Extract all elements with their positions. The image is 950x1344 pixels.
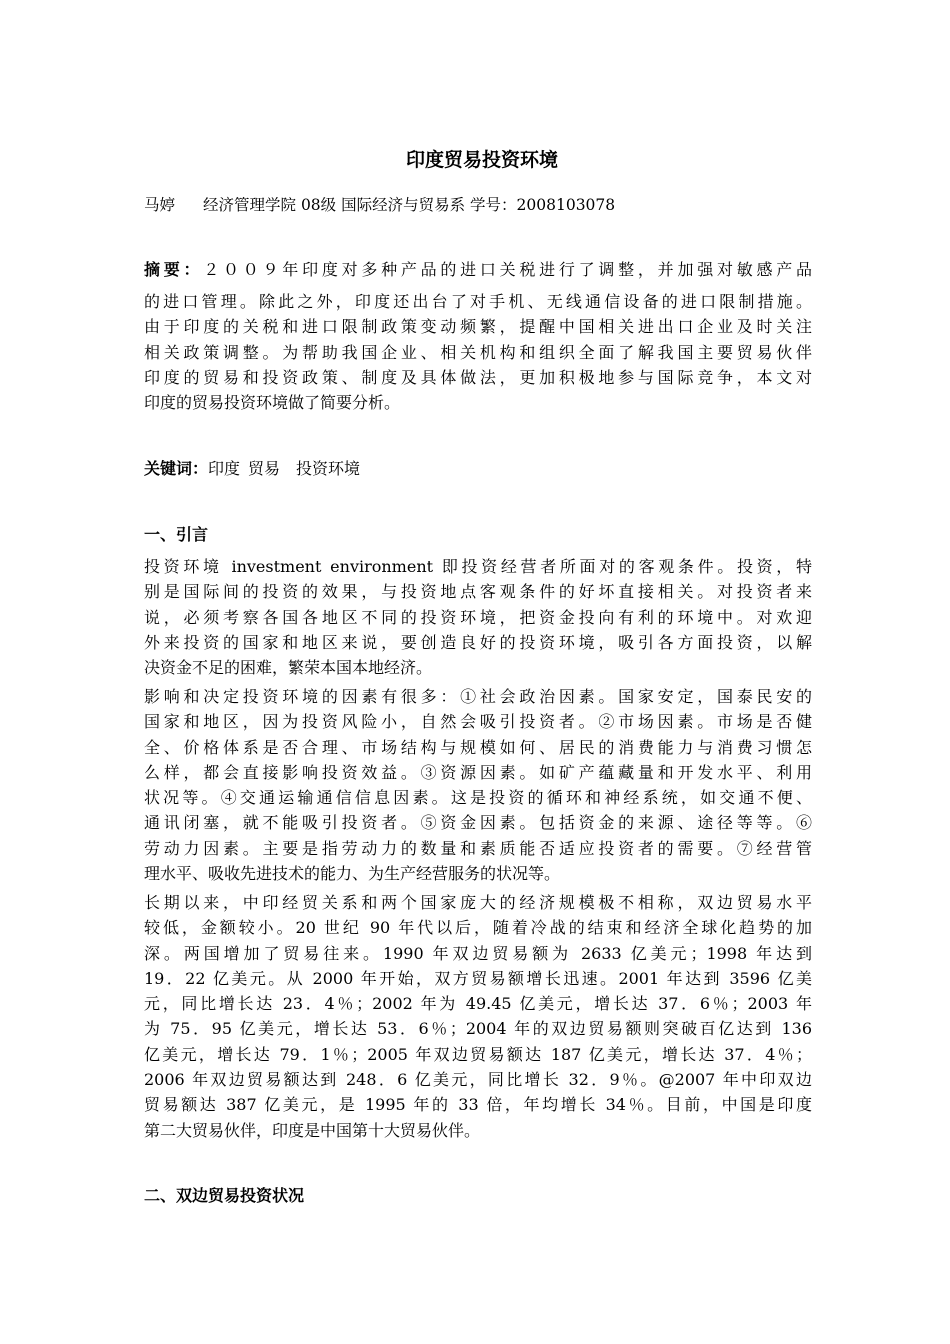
document-title: 印度贸易投资环境 — [405, 149, 558, 171]
author-info: 经济管理学院 08级 国际经济与贸易系 学号：2008103078 — [203, 196, 616, 214]
paragraph-line: 通讯闭塞，就不能吸引投资者。⑤资金因素。包括资金的来源、途径等等。⑥ — [144, 813, 812, 833]
paragraph-line: 外来投资的国家和地区来说，要创造良好的投资环境，吸引各方面投资，以解 — [144, 632, 812, 652]
abstract-line: 印度的贸易投资环境做了简要分析。 — [144, 393, 401, 413]
paragraph-line: 决资金不足的困难，繁荣本国本地经济。 — [144, 658, 433, 678]
body-paragraph — [144, 554, 812, 680]
section-heading: 二、双边贸易投资状况 — [144, 1186, 305, 1205]
paragraph-line: 贸易额达 387 亿美元，是 1995 年的 33 倍，年均增长 34％。目前，中国是印度 — [144, 1095, 812, 1115]
keywords-label: 关键词： — [144, 459, 209, 478]
keywords-line — [144, 456, 360, 482]
abstract-line: 的进口管理。除此之外，印度还出台了对手机、无线通信设备的进口限制措施。 — [144, 292, 812, 311]
abstract-line: 由于印度的关税和进口限制政策变动频繁，提醒中国相关进出口企业及时关注 — [144, 317, 812, 337]
abstract-line: 印度的贸易和投资政策、制度及具体做法，更加积极地参与国际竞争，本文对 — [144, 367, 812, 387]
paragraph-line: 19．22 亿美元。从 2000 年开始，双方贸易额增长迅速。2001 年达到 3596 亿美 — [144, 968, 812, 988]
paragraph-line: 别是国际间的投资的效果，与投资地点客观条件的好坏直接相关。对投资者来 — [144, 582, 812, 602]
paragraph-line: 劳动力因素。主要是指劳动力的数量和素质能否适应投资者的需要。⑦经营管 — [144, 838, 812, 858]
paragraph-line: 全、价格体系是否合理、市场结构与规模如何、居民的消费能力与消费习惯怎 — [144, 737, 812, 757]
paragraph-line: 较低，金额较小。20 世纪 90 年代以后，随着冷战的结束和经济全球化趋势的加 — [144, 918, 812, 938]
keyword: 投资环境 — [296, 459, 361, 478]
paragraph-line: 状况等。④交通运输通信信息因素。这是投资的循环和神经系统，如交通不便、 — [144, 788, 812, 808]
section-heading: 一、引言 — [144, 525, 209, 544]
paragraph-line: 为 75．95 亿美元，增长达 53．6％；2004 年的双边贸易额则突破百亿达到 136 — [144, 1019, 812, 1039]
author-name: 马婷 — [144, 196, 176, 214]
paragraph-line: 2006 年双边贸易额达到 248．6 亿美元，同比增长 32．9％。@2007 年中印双边 — [144, 1070, 812, 1090]
paragraph-line: 么样，都会直接影响投资效益。③资源因素。如矿产蕴藏量和开发水平、利用 — [144, 762, 812, 782]
paragraph-line: 投资环境 investment environment 即投资经营者所面对的客观条件。投资，特 — [144, 557, 812, 576]
abstract-label: 摘要： — [144, 260, 204, 279]
keyword: 贸易 — [248, 459, 281, 478]
abstract-line: 相关政策调整。为帮助我国企业、相关机构和组织全面了解我国主要贸易伙伴 — [144, 342, 812, 362]
paragraph-line: 理水平、吸收先进技术的能力、为生产经营服务的状况等。 — [144, 864, 561, 884]
paragraph-line: 第二大贸易伙伴，印度是中国第十大贸易伙伴。 — [144, 1120, 481, 1140]
abstract-paragraph — [144, 257, 812, 282]
abstract-body — [144, 289, 812, 415]
abstract-line: 摘要：２００９年印度对多种产品的进口关税进行了调整，并加强对敏感产品 — [144, 260, 812, 279]
keyword: 印度 — [208, 459, 241, 478]
paragraph-line: 元，同比增长达 23．4％；2002 年为 49.45 亿美元，增长达 37．6％；2003 年 — [144, 994, 812, 1014]
body-paragraph — [144, 890, 812, 1143]
paragraph-line: 亿美元，增长达 79．1％；2005 年双边贸易额达 187 亿美元，增长达 37．4％； — [144, 1044, 812, 1064]
paragraph-line: 说，必须考察各国各地区不同的投资环境，把资金投向有利的环境中。对欢迎 — [144, 607, 812, 627]
paragraph-line: 长期以来，中印经贸关系和两个国家庞大的经济规模极不相称，双边贸易水平 — [144, 893, 812, 912]
body-paragraph — [144, 684, 812, 886]
paragraph-line: 国家和地区，因为投资风险小，自然会吸引投资者。②市场因素。市场是否健 — [144, 712, 812, 732]
paragraph-line: 影响和决定投资环境的因素有很多：①社会政治因素。国家安定，国泰民安的 — [144, 687, 812, 706]
author-line — [144, 192, 820, 218]
paragraph-line: 深。两国增加了贸易往来。1990 年双边贸易额为 2633 亿美元；1998 年达到 — [144, 943, 812, 963]
